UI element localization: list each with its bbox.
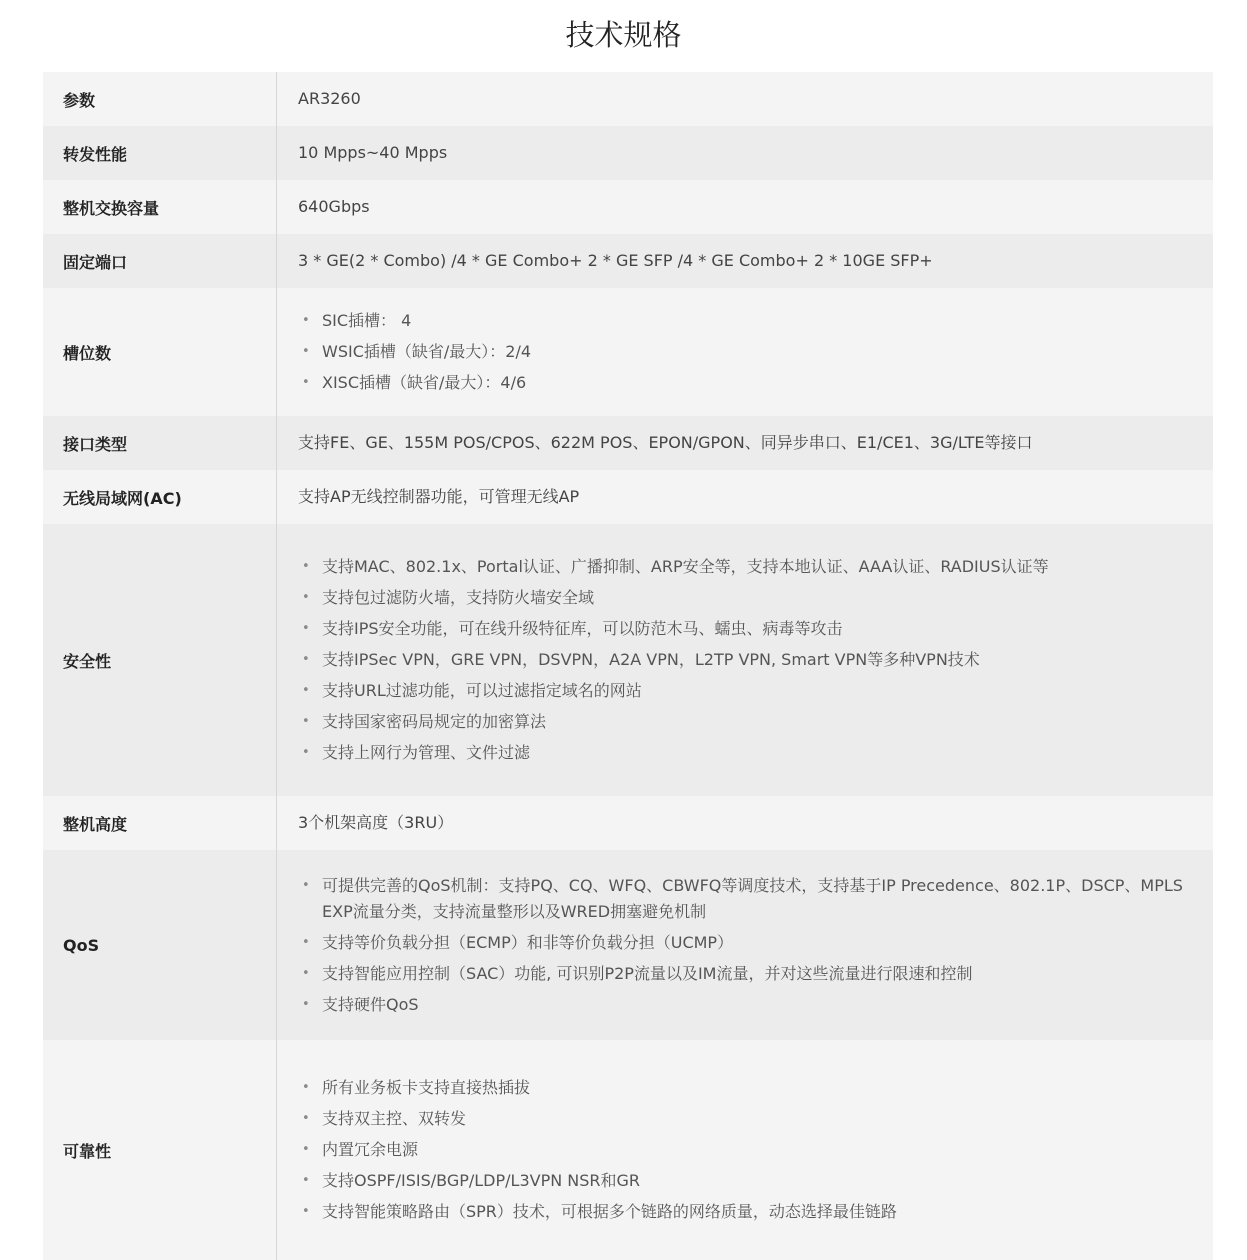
list-item: • 支持等价负载分担（ECMP）和非等价负载分担（UCMP） (298, 930, 1183, 956)
spec-label: 无线局域网(AC) (43, 470, 277, 524)
slot-list (298, 303, 1183, 401)
spec-value: 3 * GE(2 * Combo) /4 * GE Combo+ 2 * GE SFP /4 * GE Combo+ 2 * 10GE SFP+ (298, 251, 933, 270)
list-item: • 可提供完善的QoS机制：支持PQ、CQ、WFQ、CBWFQ等调度技术，支持基于IP Precedence、802.1P、DSCP、MPLS EXP流量分类，支持流量整形以及WRED拥塞避免机制 (298, 873, 1183, 925)
list-item: • 支持硬件QoS (298, 992, 1183, 1018)
list-item: • 支持包过滤防火墙，支持防火墙安全域 (298, 585, 1183, 611)
spec-value: 640Gbps (298, 197, 370, 216)
spec-row-wlan (43, 470, 1213, 524)
spec-label: QoS (43, 850, 277, 1040)
list-item: • 内置冗余电源 (298, 1137, 1183, 1163)
qos-list (298, 868, 1183, 1023)
page-title: 技术规格 (565, 18, 682, 52)
list-item: • 支持OSPF/ISIS/BGP/LDP/L3VPN NSR和GR (298, 1168, 1183, 1194)
spec-label: 转发性能 (43, 126, 277, 180)
spec-value: 支持FE、GE、155M POS/CPOS、622M POS、EPON/GPON、同异步串口、E1/CE1、3G/LTE等接口 (298, 433, 1033, 452)
spec-value: 3个机架高度（3RU） (298, 813, 454, 832)
spec-row-interface-types (43, 416, 1213, 470)
spec-value: 10 Mpps~40 Mpps (298, 143, 448, 162)
spec-label: 可靠性 (43, 1040, 277, 1260)
list-item: • 支持上网行为管理、文件过滤 (298, 740, 1183, 766)
spec-value (277, 850, 1213, 1040)
list-item: • XISC插槽（缺省/最大）：4/6 (298, 370, 1183, 396)
list-item: • 支持IPS安全功能，可在线升级特征库，可以防范木马、蠕虫、病毒等攻击 (298, 616, 1183, 642)
list-item: • 支持MAC、802.1x、Portal认证、广播抑制、ARP安全等，支持本地认证、AAA认证、RADIUS认证等 (298, 554, 1183, 580)
spec-row-height (43, 796, 1213, 850)
spec-label: 槽位数 (43, 288, 277, 416)
spec-row-qos (43, 850, 1213, 1040)
reliability-list (298, 1070, 1183, 1230)
spec-label: 整机交换容量 (43, 180, 277, 234)
list-item: • 支持IPSec VPN，GRE VPN，DSVPN，A2A VPN，L2TP VPN, Smart VPN等多种VPN技术 (298, 647, 1183, 673)
spec-label: 安全性 (43, 524, 277, 796)
spec-row-slots (43, 288, 1213, 416)
spec-value: 支持AP无线控制器功能，可管理无线AP (298, 487, 580, 506)
spec-label: 固定端口 (43, 234, 277, 288)
list-item: • 支持URL过滤功能，可以过滤指定域名的网站 (298, 678, 1183, 704)
spec-row-reliability (43, 1040, 1213, 1260)
spec-label: 接口类型 (43, 416, 277, 470)
spec-row-forwarding (43, 126, 1213, 180)
spec-label: 整机高度 (43, 796, 277, 850)
spec-value: AR3260 (298, 89, 361, 108)
list-item: • SIC插槽： 4 (298, 308, 1183, 334)
spec-row-security (43, 524, 1213, 796)
list-item: • 支持国家密码局规定的加密算法 (298, 709, 1183, 735)
spec-row-fixed-ports (43, 234, 1213, 288)
list-item: • 所有业务板卡支持直接热插拔 (298, 1075, 1183, 1101)
list-item: • 支持双主控、双转发 (298, 1106, 1183, 1132)
list-item: • 支持智能策略路由（SPR）技术，可根据多个链路的网络质量，动态选择最佳链路 (298, 1199, 1183, 1225)
spec-label: 参数 (43, 72, 277, 126)
list-item: • 支持智能应用控制（SAC）功能, 可识别P2P流量以及IM流量，并对这些流量进行限速和控制 (298, 961, 1183, 987)
list-item: • WSIC插槽（缺省/最大）：2/4 (298, 339, 1183, 365)
spec-row-parameter (43, 72, 1213, 126)
spec-value (277, 524, 1213, 796)
spec-table (43, 72, 1213, 1260)
spec-row-switching-capacity (43, 180, 1213, 234)
security-list (298, 549, 1183, 771)
spec-value (277, 1040, 1213, 1260)
spec-value (277, 288, 1213, 416)
